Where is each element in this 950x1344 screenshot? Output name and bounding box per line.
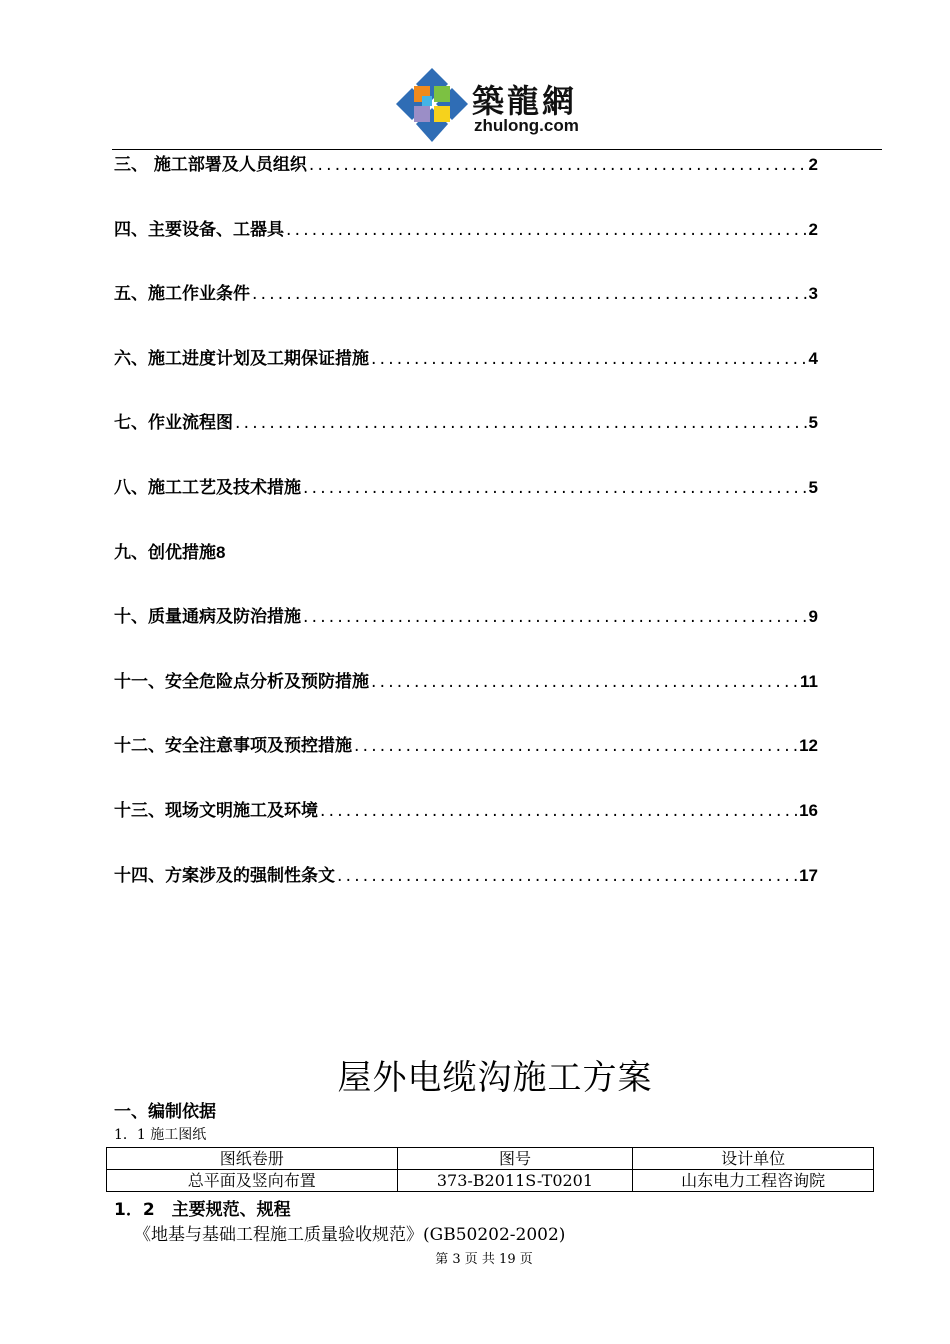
toc-line <box>114 154 818 176</box>
toc-entry[interactable] <box>114 602 818 667</box>
toc-leader-dots <box>286 219 807 241</box>
toc-entry[interactable] <box>114 667 818 732</box>
logo-square-green <box>434 86 450 102</box>
toc-page-number: 3 <box>808 284 818 304</box>
logo-domain: zhulong.com <box>474 116 579 135</box>
toc-leader-dots <box>235 412 807 434</box>
table-header-row <box>107 1148 874 1170</box>
column-header: 图纸卷册 <box>107 1148 398 1170</box>
logo-square-sky <box>414 106 430 122</box>
toc-leader-dots <box>337 865 797 887</box>
toc-title: 九、创优措施 <box>114 542 216 563</box>
toc-title: 十三、现场文明施工及环境 <box>114 800 318 821</box>
toc-line <box>114 865 818 887</box>
logo-name-cn: 築龍網 <box>472 82 578 120</box>
toc-title: 四、主要设备、工器具 <box>114 219 284 240</box>
subsection-norms: 1．2 主要规范、规程 <box>114 1200 291 1220</box>
toc-page-number: 5 <box>808 477 818 497</box>
table-of-contents <box>114 150 818 925</box>
logo-square-yellow <box>434 106 450 122</box>
toc-leader-dots <box>320 800 797 822</box>
norm-item: 《地基与基础工程施工质量验收规范》(GB50202-2002) <box>134 1225 566 1245</box>
toc-title: 三、 施工部署及人员组织 <box>114 155 307 175</box>
toc-line <box>114 542 818 564</box>
logo-square-blue <box>422 96 432 106</box>
column-header: 设计单位 <box>633 1148 874 1170</box>
toc-page-number: 2 <box>808 219 818 239</box>
toc-line <box>114 800 818 822</box>
toc-leader-dots <box>371 671 798 693</box>
toc-page-number: 5 <box>808 413 818 433</box>
zhulong-logo <box>392 66 612 146</box>
toc-entry[interactable] <box>114 731 818 796</box>
toc-entry[interactable] <box>114 796 818 861</box>
toc-title: 十一、安全危险点分析及预防措施 <box>114 671 369 692</box>
toc-leader-dots <box>354 735 797 757</box>
toc-entry[interactable] <box>114 150 818 215</box>
toc-entry[interactable] <box>114 215 818 280</box>
section-heading-basis: 一、编制依据 <box>114 1102 216 1122</box>
toc-title: 十、质量通病及防治措施 <box>114 607 301 628</box>
toc-leader-dots <box>303 606 807 628</box>
toc-entry[interactable] <box>114 344 818 409</box>
toc-line <box>114 412 818 434</box>
toc-page-number: 11 <box>800 671 818 691</box>
toc-leader-dots <box>309 154 807 176</box>
toc-title: 十四、方案涉及的强制性条文 <box>114 865 335 886</box>
table-cell: 总平面及竖向布置 <box>107 1170 398 1192</box>
toc-entry[interactable] <box>114 473 818 538</box>
toc-leader-dots <box>303 477 807 499</box>
toc-title: 七、作业流程图 <box>114 413 233 434</box>
toc-entry[interactable] <box>114 408 818 473</box>
page-footer: 第 3 页 共 19 页 <box>435 1252 533 1267</box>
toc-line <box>114 671 818 693</box>
table-row <box>107 1170 874 1192</box>
toc-page-number: 12 <box>799 736 818 756</box>
toc-entry[interactable] <box>114 279 818 344</box>
toc-leader-dots <box>371 348 807 370</box>
toc-line <box>114 283 818 305</box>
toc-page-number: 17 <box>799 865 818 885</box>
subsection-drawings: 1．1 施工图纸 <box>114 1127 207 1143</box>
drawings-table <box>106 1147 874 1192</box>
toc-page-number: 16 <box>799 800 818 820</box>
table-cell: 373-B2011S-T0201 <box>397 1170 633 1192</box>
toc-leader-dots <box>252 283 807 305</box>
toc-line <box>114 735 818 757</box>
toc-page-number: 9 <box>808 607 818 627</box>
toc-entry[interactable] <box>114 861 818 926</box>
toc-title: 五、施工作业条件 <box>114 284 250 305</box>
document-title: 屋外电缆沟施工方案 <box>337 1058 653 1098</box>
table-cell: 山东电力工程咨询院 <box>633 1170 874 1192</box>
toc-page-number: 4 <box>808 348 818 368</box>
toc-line <box>114 219 818 241</box>
toc-title: 六、施工进度计划及工期保证措施 <box>114 348 369 369</box>
toc-title: 十二、安全注意事项及预控措施 <box>114 736 352 757</box>
toc-page-number: 8 <box>216 542 226 562</box>
toc-line <box>114 477 818 499</box>
column-header: 图号 <box>397 1148 633 1170</box>
toc-page-number: 2 <box>808 155 818 174</box>
toc-entry[interactable] <box>114 538 818 603</box>
toc-line <box>114 606 818 628</box>
toc-line <box>114 348 818 370</box>
toc-title: 八、施工工艺及技术措施 <box>114 477 301 498</box>
logo-mark-icon <box>392 66 472 146</box>
